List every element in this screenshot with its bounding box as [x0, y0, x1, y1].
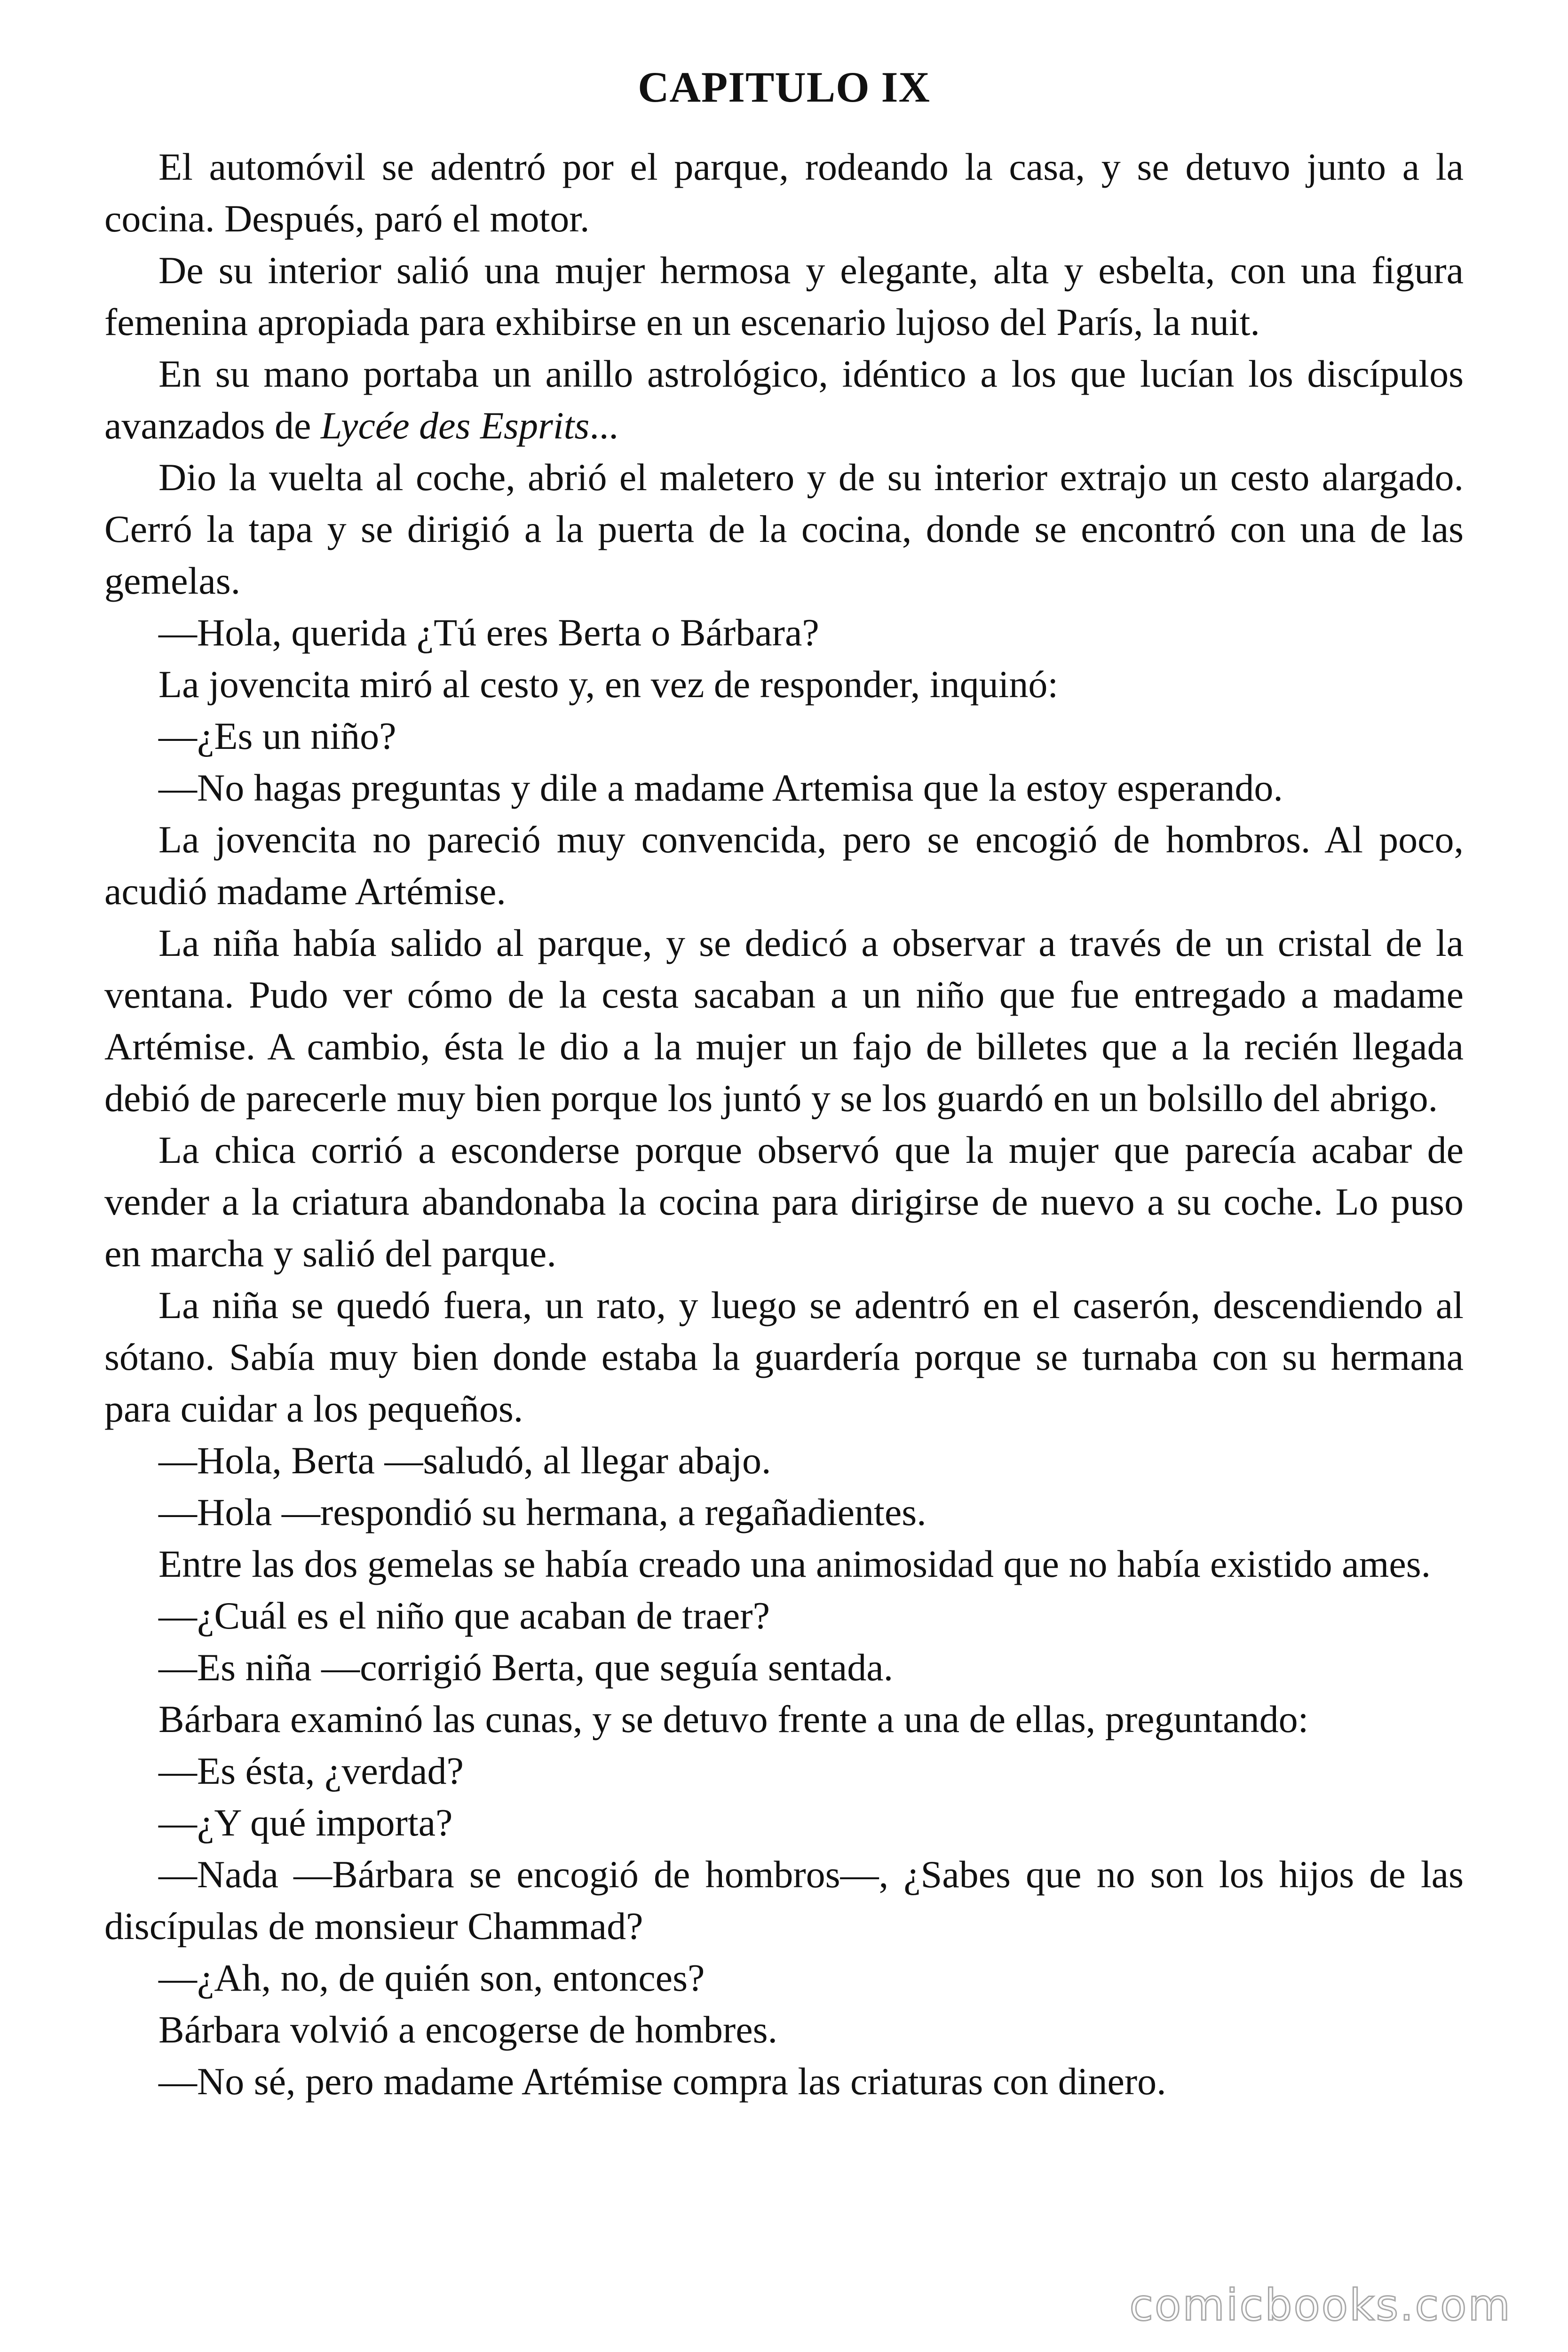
paragraph: Bárbara volvió a encogerse de hombres. — [158, 2008, 778, 2051]
dialogue-line: —¿Cuál es el niño que acaban de traer? — [158, 1594, 770, 1637]
paragraph-text: En su mano portaba un anillo astrológico, idéntico a los que lucían los discípulos avanzados de — [104, 352, 1464, 447]
paragraph: Dio la vuelta al coche, abrió el maletero y de su interior extrajo un cesto alargado. Cerró la tapa y se dirigió a la puerta de la cocina, donde se encontró con una de las gemelas. — [104, 456, 1464, 602]
dialogue-line: —Hola, querida ¿Tú eres Berta o Bárbara? — [158, 611, 819, 654]
dialogue-line: —Hola —respondió su hermana, a regañadientes. — [158, 1491, 927, 1534]
dialogue-line: —¿Es un niño? — [158, 715, 396, 757]
ellipsis: ... — [589, 404, 618, 447]
paragraph — [104, 348, 1464, 452]
dialogue-line: —Es niña —corrigió Berta, que seguía sentada. — [158, 1646, 894, 1689]
dialogue-line: —No sé, pero madame Artémise compra las criaturas con dinero. — [158, 2060, 1166, 2103]
paragraph: La niña se quedó fuera, un rato, y luego se adentró en el caserón, descendiendo al sótano. Sabía muy bien donde estaba la guardería porque se turnaba con su hermana para cuidar a los pequeños. — [104, 1284, 1464, 1430]
italic-book-title: Lycée des Esprits — [320, 404, 590, 447]
paragraph: Entre las dos gemelas se había creado una animosidad que no había existido ames. — [158, 1542, 1431, 1585]
dialogue-line: —No hagas preguntas y dile a madame Artemisa que la estoy esperando. — [158, 766, 1283, 809]
paragraph: El automóvil se adentró por el parque, rodeando la casa, y se detuvo junto a la cocina. Después, paró el motor. — [104, 145, 1464, 240]
paragraph: La jovencita miró al cesto y, en vez de responder, inquinó: — [158, 663, 1059, 706]
dialogue-line: —Hola, Berta —saludó, al llegar abajo. — [158, 1439, 771, 1482]
watermark: comicbooks.com — [1129, 2280, 1512, 2330]
dialogue-line: —Nada —Bárbara se encogió de hombros—, ¿Sabes que no son los hijos de las discípulas de monsieur Chammad? — [104, 1853, 1464, 1947]
document-page — [104, 61, 1464, 2107]
paragraph: La niña había salido al parque, y se dedicó a observar a través de un cristal de la ventana. Pudo ver cómo de la cesta sacaban a un niño que fue entregado a madame Artémise. A cambio, ésta le dio a la mujer un fajo de billetes que a la recién llegada debió de parecerle muy bien porque los juntó y se los guardó en un bolsillo del abrigo. — [104, 922, 1464, 1120]
paragraph: De su interior salió una mujer hermosa y elegante, alta y esbelta, con una figura femenina apropiada para exhibirse en un escenario lujoso del París, la nuit. — [104, 249, 1464, 343]
dialogue-line: —¿Y qué importa? — [158, 1801, 453, 1844]
chapter-title: CAPITULO IX — [638, 63, 930, 111]
paragraph: Bárbara examinó las cunas, y se detuvo frente a una de ellas, preguntando: — [158, 1698, 1309, 1740]
paragraph: La jovencita no pareció muy convencida, pero se encogió de hombros. Al poco, acudió madame Artémise. — [104, 818, 1464, 913]
paragraph: La chica corrió a esconderse porque observó que la mujer que parecía acabar de vender a la criatura abandonaba la cocina para dirigirse de nuevo a su coche. Lo puso en marcha y salió del parque. — [104, 1128, 1464, 1275]
dialogue-line: —¿Ah, no, de quién son, entonces? — [158, 1956, 705, 1999]
dialogue-line: —Es ésta, ¿verdad? — [158, 1749, 464, 1792]
